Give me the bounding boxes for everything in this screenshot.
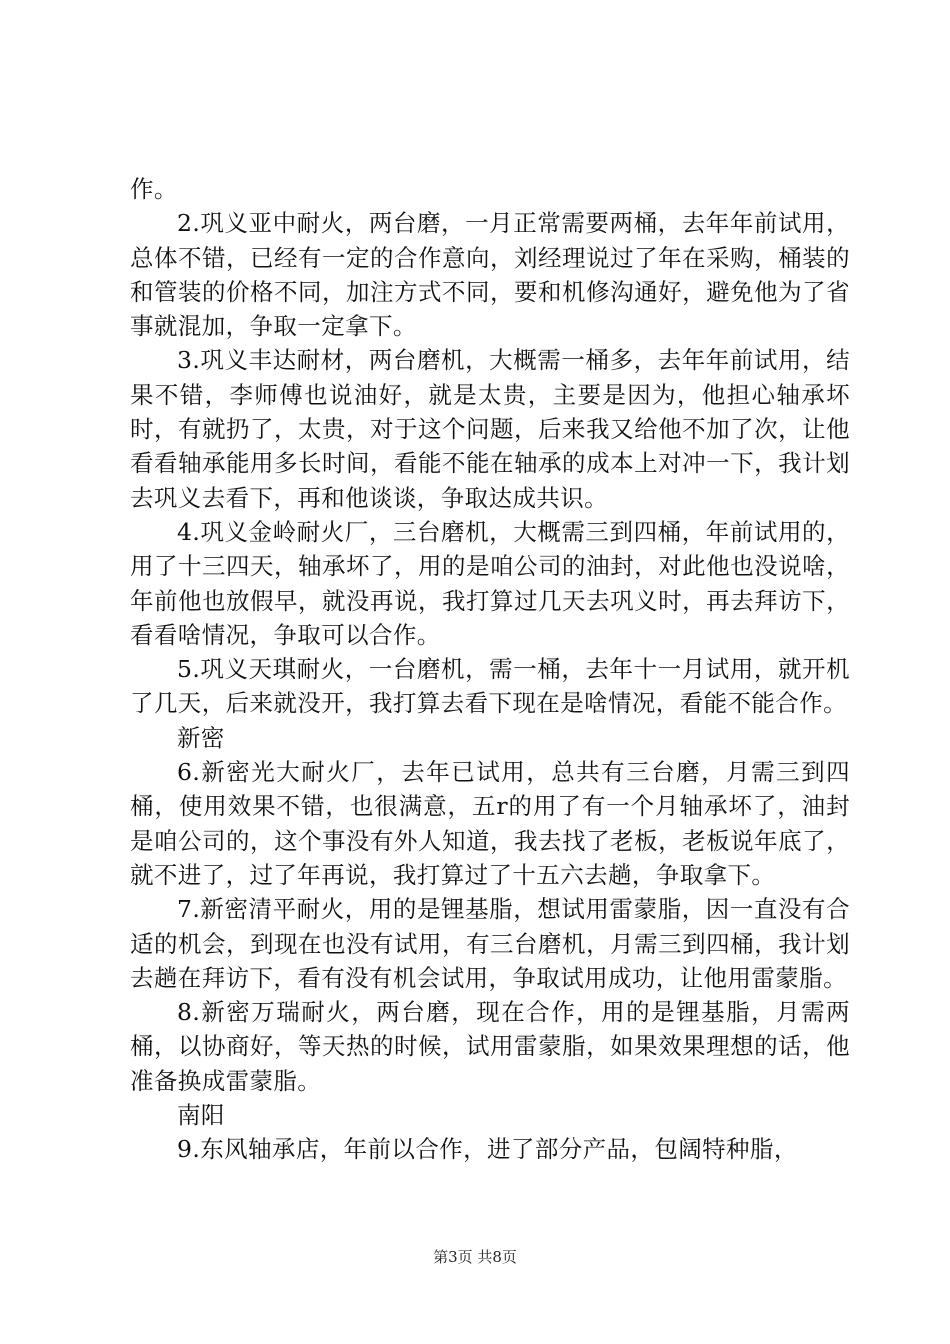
paragraph-item-8: 8.新密万瑞耐火，两台磨，现在合作，用的是锂基脂，月需两桶，以协商好，等天热的时候，试用雷蒙脂，如果效果理想的话，他准备换成雷蒙脂。	[130, 998, 850, 1095]
paragraph-continuation: 作。	[130, 175, 178, 203]
paragraph-item-6: 6.新密光大耐火厂，去年已试用，总共有三台磨，月需三到四桶，使用效果不错，也很满意，五r的用了有一个月轴承坏了，油封是咱公司的，这个事没有外人知道，我去找了老板，老板说年底了，就不进了，过了年再说，我打算过了十五六去趟，争取拿下。	[130, 758, 850, 889]
page-footer	[0, 1246, 950, 1267]
paragraph-item-3: 3.巩义丰达耐材，两台磨机，大概需一桶多，去年年前试用，结果不错，李师傅也说油好，就是太贵，主要是因为，他担心轴承坏时，有就扔了，太贵，对于这个问题，后来我又给他不加了次，让他看看轴承能用多长时间，看能不能在轴承的成本上对冲一下，我计划去巩义去看下，再和他谈谈，争取达成共识。	[130, 346, 850, 512]
paragraph-item-4: 4.巩义金岭耐火厂，三台磨机，大概需三到四桶，年前试用的，用了十三四天，轴承坏了，用的是咱公司的油封，对此他也没说啥，年前他也放假早，就没再说，我打算过几天去巩义时，再去拜访下，看看啥情况，争取可以合作。	[130, 517, 850, 649]
section-heading-nanyang: 南阳	[177, 1101, 225, 1130]
page-number-label: 第3页 共8页	[433, 1248, 517, 1266]
paragraph-item-9: 9.东风轴承店，年前以合作，进了部分产品，包阔特种脂，	[177, 1135, 798, 1164]
paragraph-item-2: 2.巩义亚中耐火，两台磨，一月正常需要两桶，去年年前试用，总体不错，已经有一定的合作意向，刘经理说过了年在采购，桶装的和管装的价格不同，加注方式不同，要和机修沟通好，避免他为了省事就混加，争取一定拿下。	[130, 209, 850, 341]
section-heading-xinmi: 新密	[177, 723, 225, 752]
document-body	[130, 172, 850, 1167]
paragraph-item-7: 7.新密清平耐火，用的是锂基脂，想试用雷蒙脂，因一直没有合适的机会，到现在也没有试用，有三台磨机，月需三到四桶，我计划去趟在拜访下，看有没有机会试用，争取试用成功，让他用雷蒙脂。	[130, 895, 850, 992]
paragraph-item-5: 5.巩义天琪耐火，一台磨机，需一桶，去年十一月试用，就开机了几天，后来就没开，我打算去看下现在是啥情况，看能不能合作。	[130, 655, 850, 718]
